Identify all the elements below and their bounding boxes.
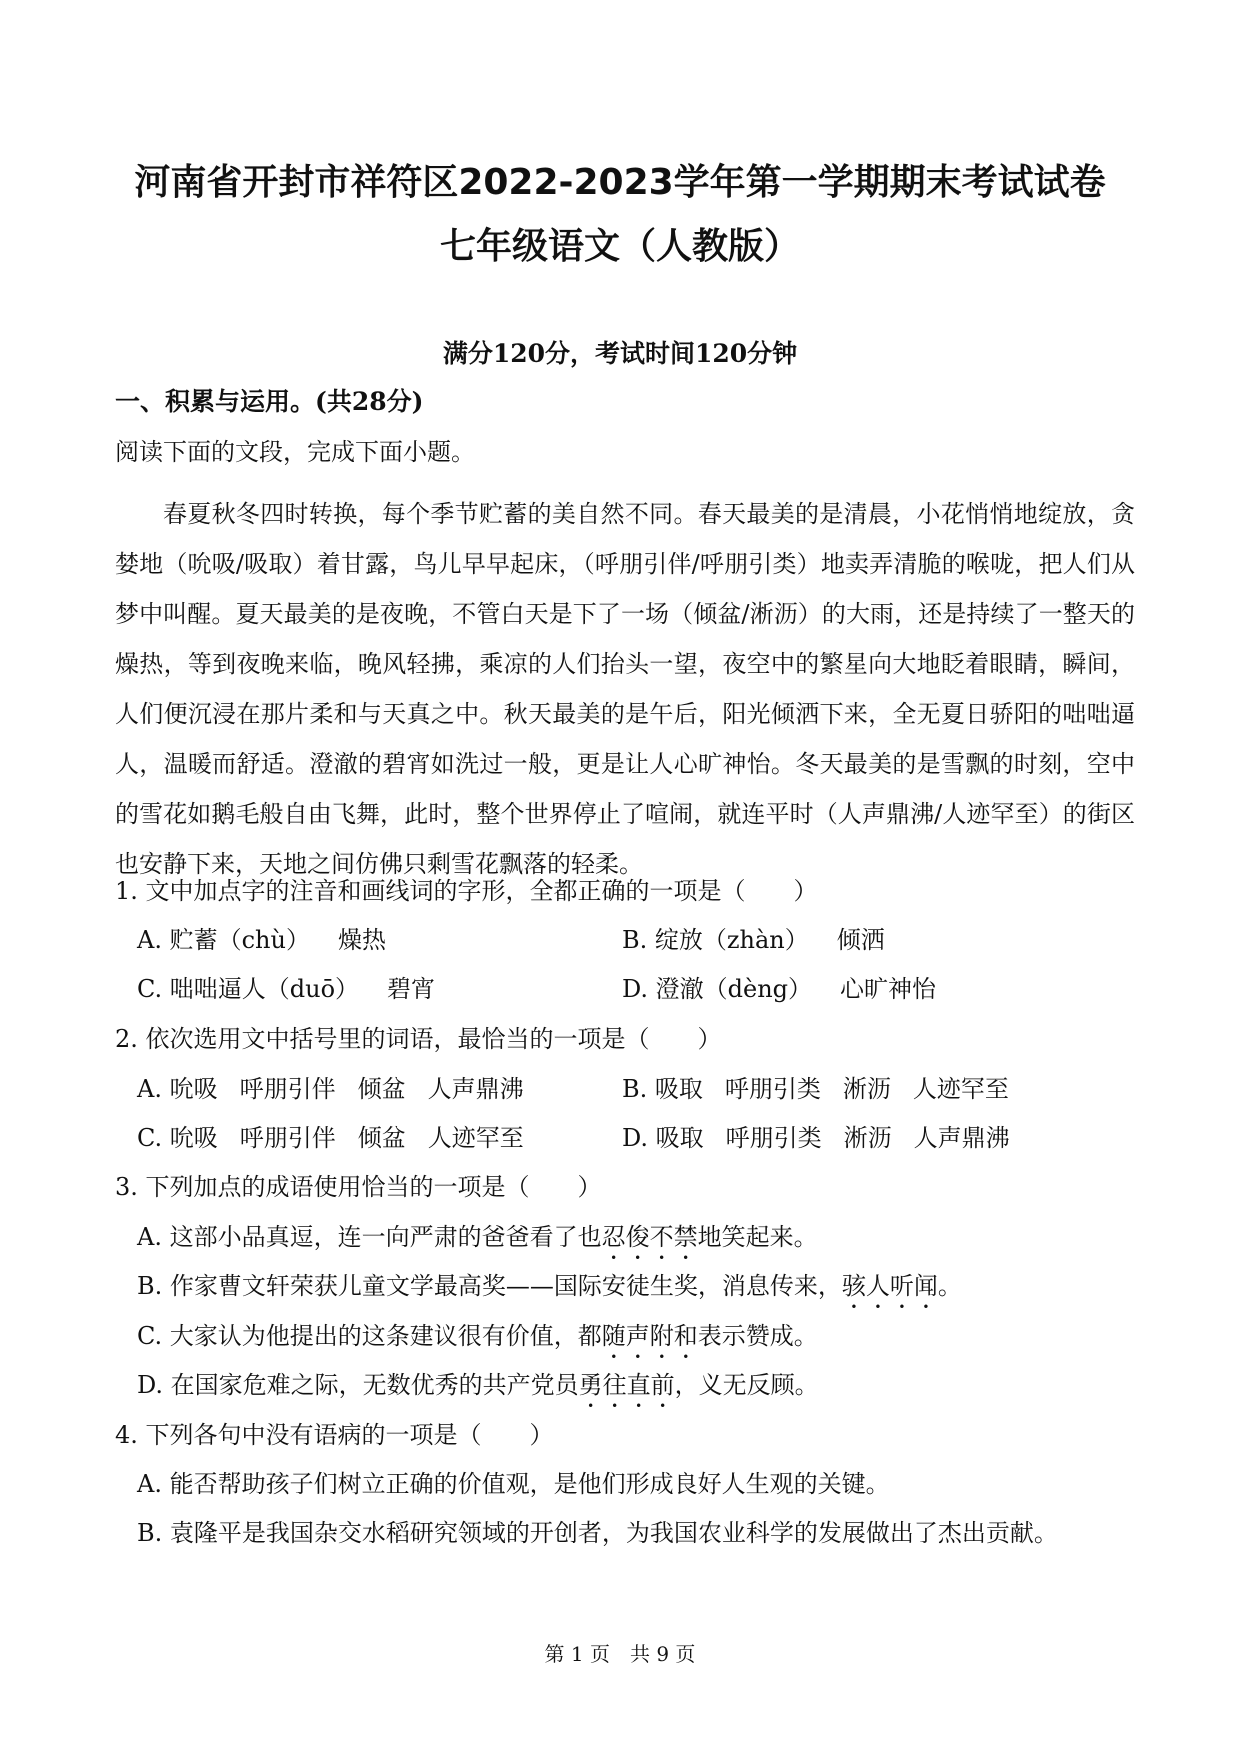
question-4-option-b: B. 袁隆平是我国杂交水稻研究领域的开创者，为我国农业科学的发展做出了杰出贡献。 (137, 1519, 1058, 1547)
option-label: C. 咄咄逼人（duō） (137, 975, 360, 1003)
dotted-idiom: 勇往直前 (578, 1371, 675, 1399)
option-word: 倾盆 (357, 1124, 406, 1152)
question-3-option-b (137, 1269, 962, 1314)
option-word: 人声鼎沸 (427, 1075, 524, 1103)
question-3-stem: 3. 下列加点的成语使用恰当的一项是（ ） (115, 1173, 602, 1201)
dotted-idiom: 骇人听闻 (841, 1272, 938, 1300)
option-word: 呼朋引伴 (239, 1075, 336, 1103)
option-label: A. 吮吸 (137, 1075, 218, 1103)
option-label: B. 吸取 (622, 1075, 703, 1103)
question-1-option-b (622, 923, 885, 957)
question-3-option-d (137, 1368, 819, 1413)
option-text: B. 作家曹文轩荣获儿童文学最高奖——国际安徒生奖，消息传来， (137, 1272, 842, 1300)
option-word: 淅沥 (843, 1124, 892, 1152)
option-text: 。 (937, 1272, 962, 1300)
option-word: 人声鼎沸 (913, 1124, 1010, 1152)
option-text: 地笑起来。 (697, 1223, 818, 1251)
question-2-option-d (622, 1121, 1010, 1155)
section-heading: 一、积累与运用。(共28分) (115, 387, 424, 416)
question-2-option-a (137, 1072, 524, 1106)
option-text: ，义无反顾。 (674, 1371, 819, 1399)
option-label: D. 澄澈（dèng） (622, 975, 813, 1003)
option-word: 淅沥 (842, 1075, 891, 1103)
option-label: A. 贮蓄（chù） (137, 926, 310, 954)
option-word: 燥热 (337, 926, 386, 954)
option-word: 人迹罕至 (912, 1075, 1009, 1103)
question-4-option-a: A. 能否帮助孩子们树立正确的价值观，是他们形成良好人生观的关键。 (137, 1470, 890, 1498)
question-2-stem: 2. 依次选用文中括号里的词语，最恰当的一项是（ ） (115, 1025, 722, 1053)
question-3-option-c (137, 1319, 818, 1364)
page-number: 第 1 页 共 9 页 (544, 1642, 696, 1666)
option-word: 呼朋引类 (724, 1075, 821, 1103)
option-word: 呼朋引类 (725, 1124, 822, 1152)
option-word: 心旷神怡 (840, 975, 937, 1003)
option-text: D. 在国家危难之际，无数优秀的共产党员 (137, 1371, 579, 1399)
option-label: B. 绽放（zhàn） (622, 926, 809, 954)
option-label: C. 吮吸 (137, 1124, 218, 1152)
dotted-idiom: 随声附和 (601, 1322, 698, 1350)
question-1-option-c (137, 972, 435, 1006)
option-text: C. 大家认为他提出的这条建议很有价值，都 (137, 1322, 602, 1350)
question-1-option-a (137, 923, 386, 957)
option-word: 呼朋引伴 (239, 1124, 336, 1152)
option-word: 碧宵 (387, 975, 436, 1003)
exam-info: 满分120分，考试时间120分钟 (442, 339, 798, 368)
option-word: 人迹罕至 (427, 1124, 524, 1152)
dotted-idiom: 忍俊不禁 (601, 1223, 698, 1251)
option-word: 倾盆 (357, 1075, 406, 1103)
question-1-stem: 1. 文中加点字的注音和画线词的字形，全都正确的一项是（ ） (115, 877, 818, 905)
reading-passage: 春夏秋冬四时转换，每个季节贮蓄的美自然不同。春天最美的是清晨，小花悄悄地绽放，贪婪地（吮吸/吸取）着甘露，鸟儿早早起床，（呼朋引伴/呼朋引类）地卖弄清脆的喉咙，把人们从梦中叫醒。夏天最美的是夜晚，不管白天是下了一场（倾盆/淅沥）的大雨，还是持续了一整天的燥热，等到夜晚来临，晚风轻拂，乘凉的人们抬头一望，夜空中的繁星向大地眨着眼睛，瞬间，人们便沉浸在那片柔和与天真之中。秋天最美的是午后，阳光倾洒下来，全无夏日骄阳的咄咄逼人，温暖而舒适。澄澈的碧宵如洗过一般，更是让人心旷神怡。冬天最美的是雪飘的时刻，空中的雪花如鹅毛般自由飞舞，此时，整个世界停止了喧闹，就连平时（人声鼎沸/人迹罕至）的街区也安静下来，天地之间仿佛只剩雪花飘落的轻柔。 (115, 500, 1135, 878)
exam-title: 河南省开封市祥符区2022-2023学年第一学期期末考试试卷 (134, 162, 1106, 203)
section-intro: 阅读下面的文段，完成下面小题。 (115, 438, 475, 466)
option-label: D. 吸取 (622, 1124, 704, 1152)
question-2-option-b (622, 1072, 1009, 1106)
exam-subtitle: 七年级语文（人教版） (439, 226, 800, 267)
option-word: 倾洒 (836, 926, 885, 954)
option-text: 表示赞成。 (697, 1322, 818, 1350)
question-1-option-d (622, 972, 936, 1006)
question-4-stem: 4. 下列各句中没有语病的一项是（ ） (115, 1421, 554, 1449)
option-text: A. 这部小品真逗，连一向严肃的爸爸看了也 (137, 1223, 602, 1251)
question-2-option-c (137, 1121, 524, 1155)
question-3-option-a (137, 1220, 818, 1265)
